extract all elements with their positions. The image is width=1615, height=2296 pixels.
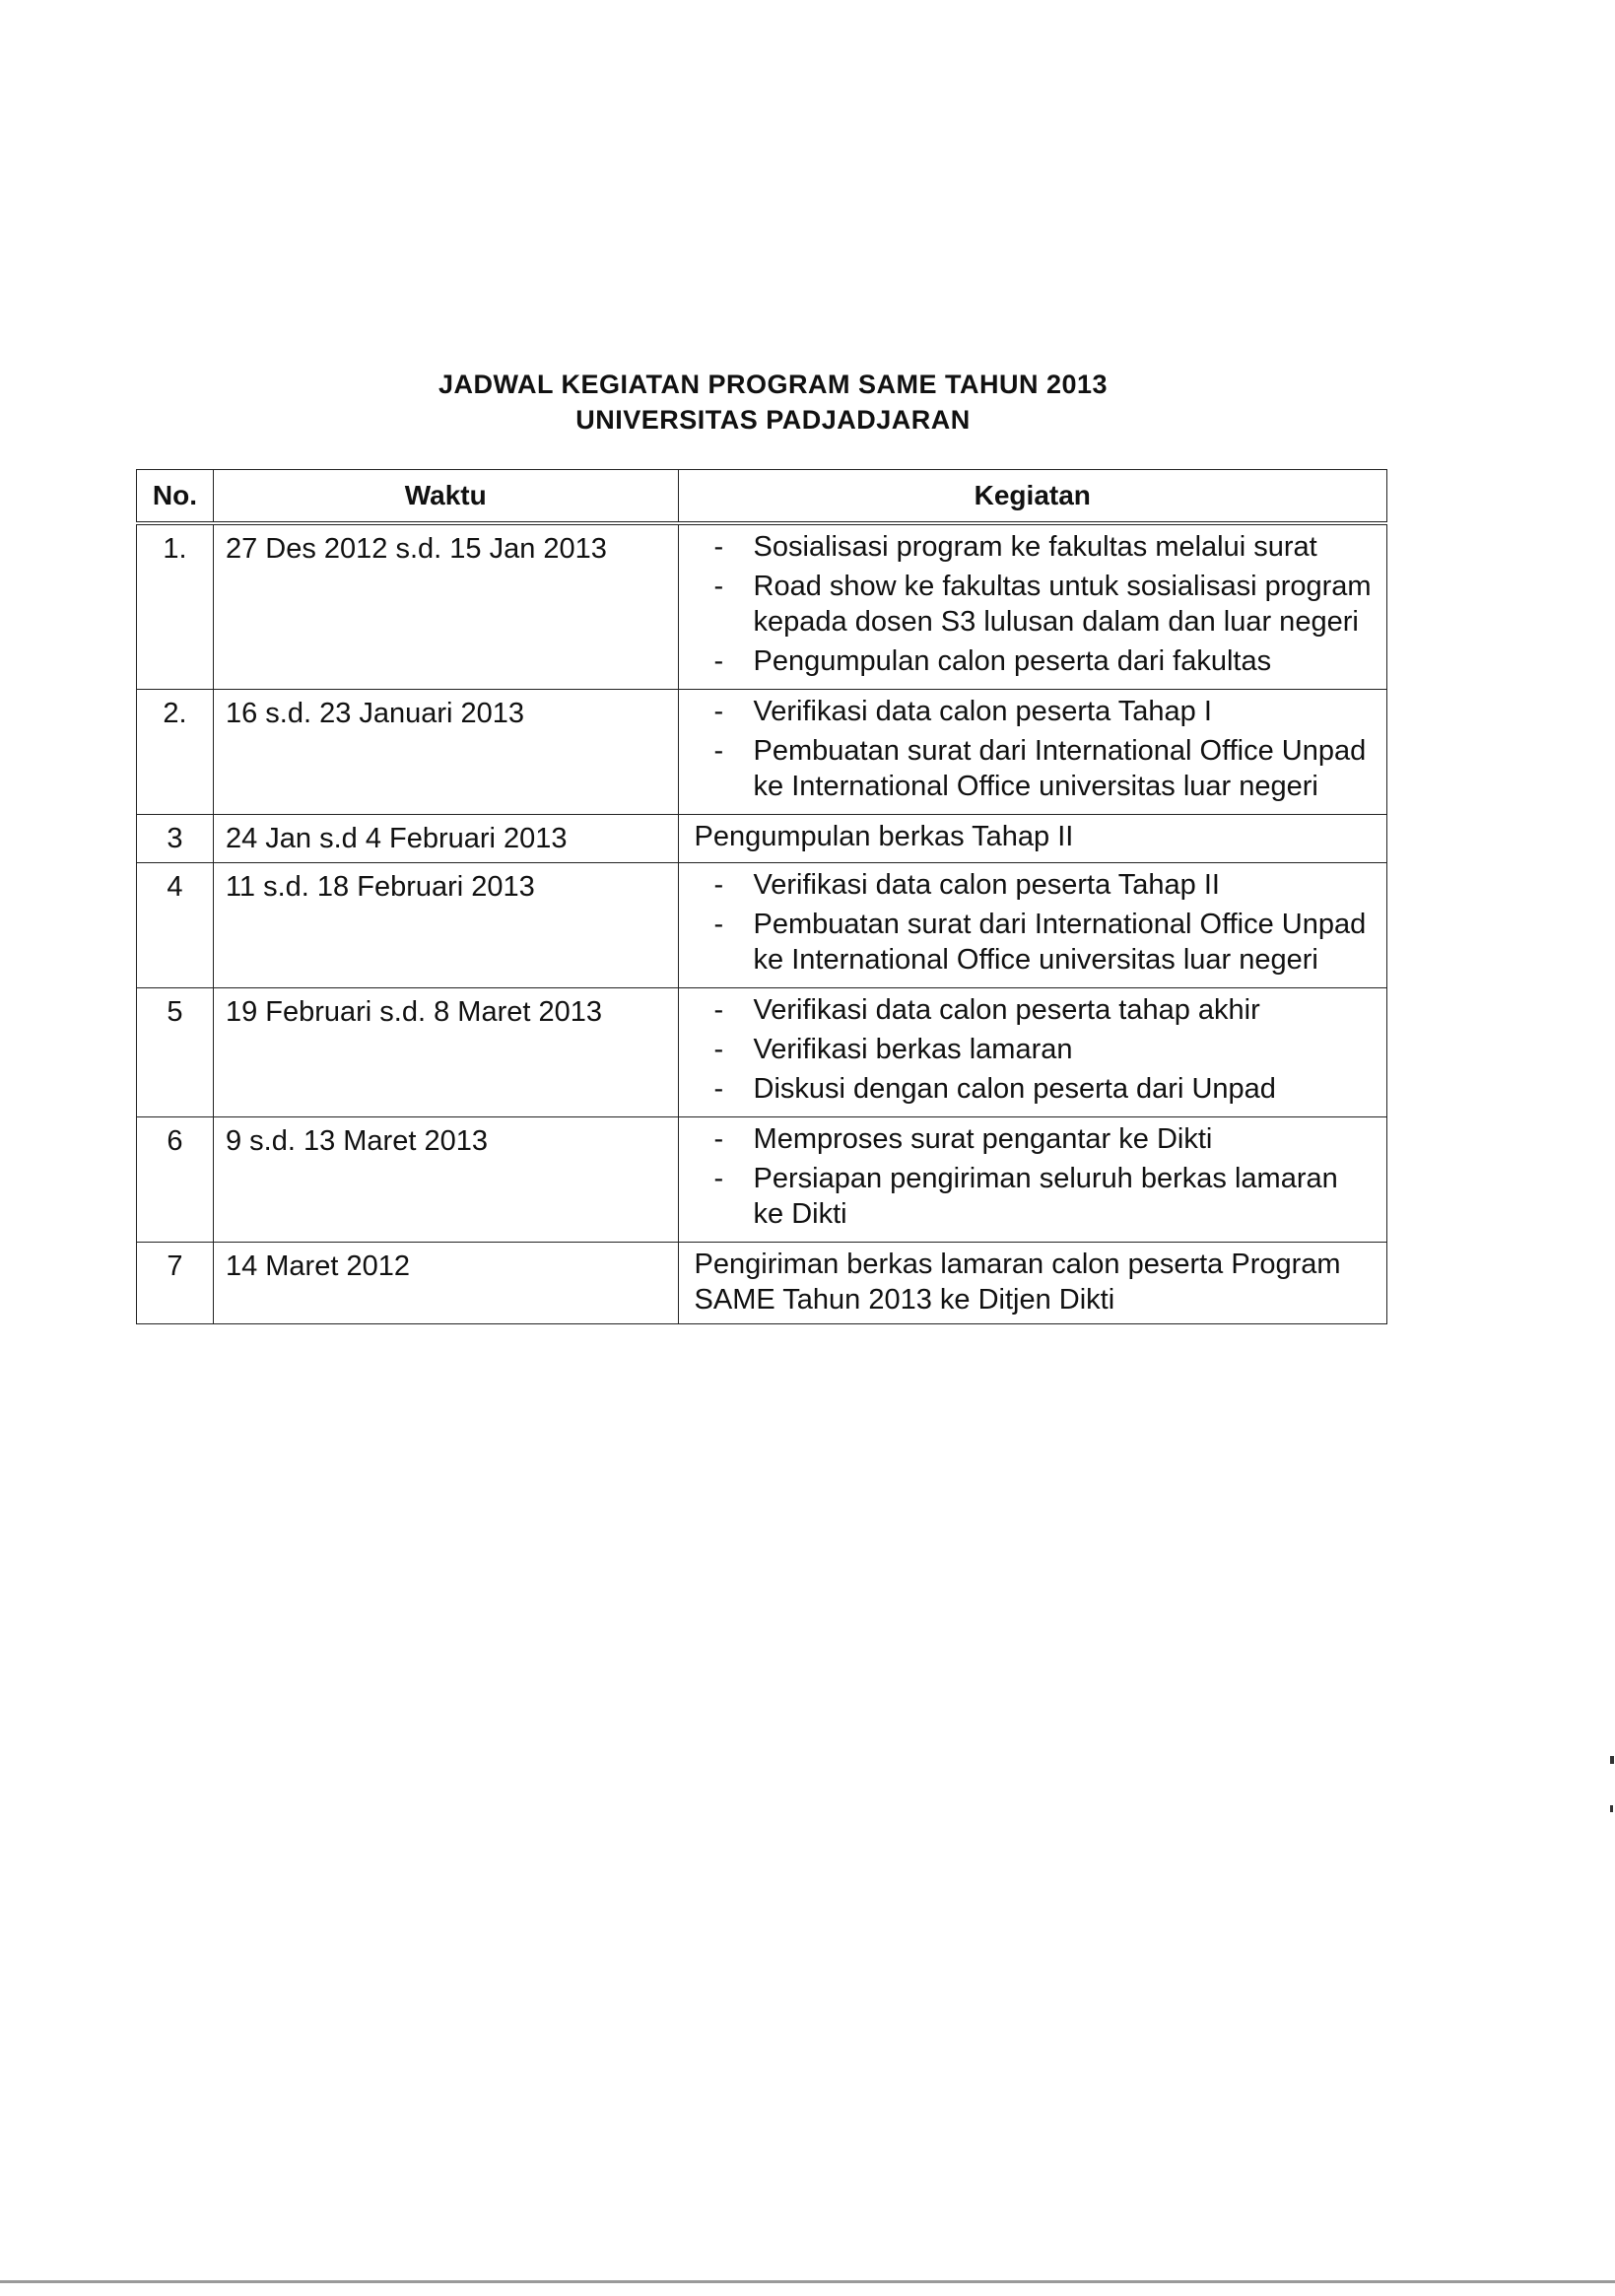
row-kegiatan [678,1117,1386,1243]
row-waktu: 16 s.d. 23 Januari 2013 [213,690,678,815]
table-header-row [137,470,1387,524]
activity-item [714,867,1375,903]
activity-list [714,1121,1375,1232]
row-kegiatan [678,690,1386,815]
row-number: 1. [137,523,214,690]
row-kegiatan [678,523,1386,690]
row-waktu: 24 Jan s.d 4 Februari 2013 [213,815,678,863]
activity-text: Pembuatan surat dari International Office Unpad ke International Office universitas luar negeri [753,909,1367,976]
document-title: JADWAL KEGIATAN PROGRAM SAME TAHUN 2013 [437,370,1109,399]
row-waktu: 9 s.d. 13 Maret 2013 [213,1117,678,1243]
row-waktu: 27 Des 2012 s.d. 15 Jan 2013 [213,523,678,690]
activity-text: Pengumpulan berkas Tahap II [694,821,1074,852]
bullet-dash: - [713,1073,724,1105]
activity-item [714,643,1375,679]
row-number: 5 [137,988,214,1117]
activity-item [714,694,1375,729]
activity-item [714,1121,1375,1157]
activity-text: Verifikasi data calon peserta Tahap II [753,869,1220,901]
table-row [137,988,1387,1117]
row-kegiatan [678,863,1386,988]
bullet-dash: - [713,869,724,901]
activity-list [714,867,1375,978]
row-number: 6 [137,1117,214,1243]
activity-item [714,992,1375,1028]
scan-speck [1610,1805,1613,1812]
scan-speck [1610,1756,1614,1764]
activity-list [714,992,1375,1107]
row-number: 7 [137,1243,214,1324]
activity-text: Pengumpulan calon peserta dari fakultas [753,645,1272,677]
table-row [137,1117,1387,1243]
document-subtitle: UNIVERSITAS PADJADJARAN [575,405,971,435]
bullet-dash: - [713,531,724,563]
row-waktu: 19 Februari s.d. 8 Maret 2013 [213,988,678,1117]
table-row [137,1243,1387,1324]
header-kegiatan: Kegiatan [678,470,1386,524]
bullet-dash: - [713,909,724,940]
bullet-dash: - [713,696,724,727]
activity-item [714,907,1375,978]
activity-item [714,529,1375,565]
bullet-dash: - [713,1034,724,1065]
header-no: No. [137,470,214,524]
document-title-block [0,367,1615,438]
table-row [137,690,1387,815]
bullet-dash: - [713,645,724,677]
activity-text: Sosialisasi program ke fakultas melalui surat [753,531,1317,563]
row-kegiatan [678,988,1386,1117]
row-waktu: 11 s.d. 18 Februari 2013 [213,863,678,988]
activity-text: Verifikasi data calon peserta tahap akhir [753,994,1260,1026]
row-kegiatan [678,1243,1386,1324]
row-number: 2. [137,690,214,815]
table-row [137,523,1387,690]
row-kegiatan [678,815,1386,863]
row-number: 3 [137,815,214,863]
activity-item [714,1161,1375,1232]
table-row [137,863,1387,988]
bullet-dash: - [713,1163,724,1194]
activity-list [714,529,1375,679]
activity-item [714,1032,1375,1067]
bullet-dash: - [713,735,724,767]
row-waktu: 14 Maret 2012 [213,1243,678,1324]
bullet-dash: - [713,571,724,602]
activity-item [714,733,1375,804]
activity-text: Pengiriman berkas lamaran calon peserta Program SAME Tahun 2013 ke Ditjen Dikti [694,1249,1341,1316]
header-waktu: Waktu [213,470,678,524]
bullet-dash: - [713,1123,724,1155]
activity-text: Pembuatan surat dari International Office Unpad ke International Office universitas luar negeri [753,735,1367,802]
schedule-table [136,469,1387,1324]
activity-text: Verifikasi data calon peserta Tahap I [753,696,1212,727]
activity-text: Persiapan pengiriman seluruh berkas lamaran ke Dikti [753,1163,1338,1230]
activity-text: Verifikasi berkas lamaran [753,1034,1073,1065]
scan-edge-line [0,2280,1615,2283]
activity-text: Road show ke fakultas untuk sosialisasi program kepada dosen S3 lulusan dalam dan luar negeri [753,571,1372,638]
table-row [137,815,1387,863]
activity-item [714,1071,1375,1107]
activity-list [714,694,1375,804]
row-number: 4 [137,863,214,988]
activity-text: Diskusi dengan calon peserta dari Unpad [753,1073,1276,1105]
activity-text: Memproses surat pengantar ke Dikti [753,1123,1213,1155]
activity-item [714,569,1375,640]
bullet-dash: - [713,994,724,1026]
